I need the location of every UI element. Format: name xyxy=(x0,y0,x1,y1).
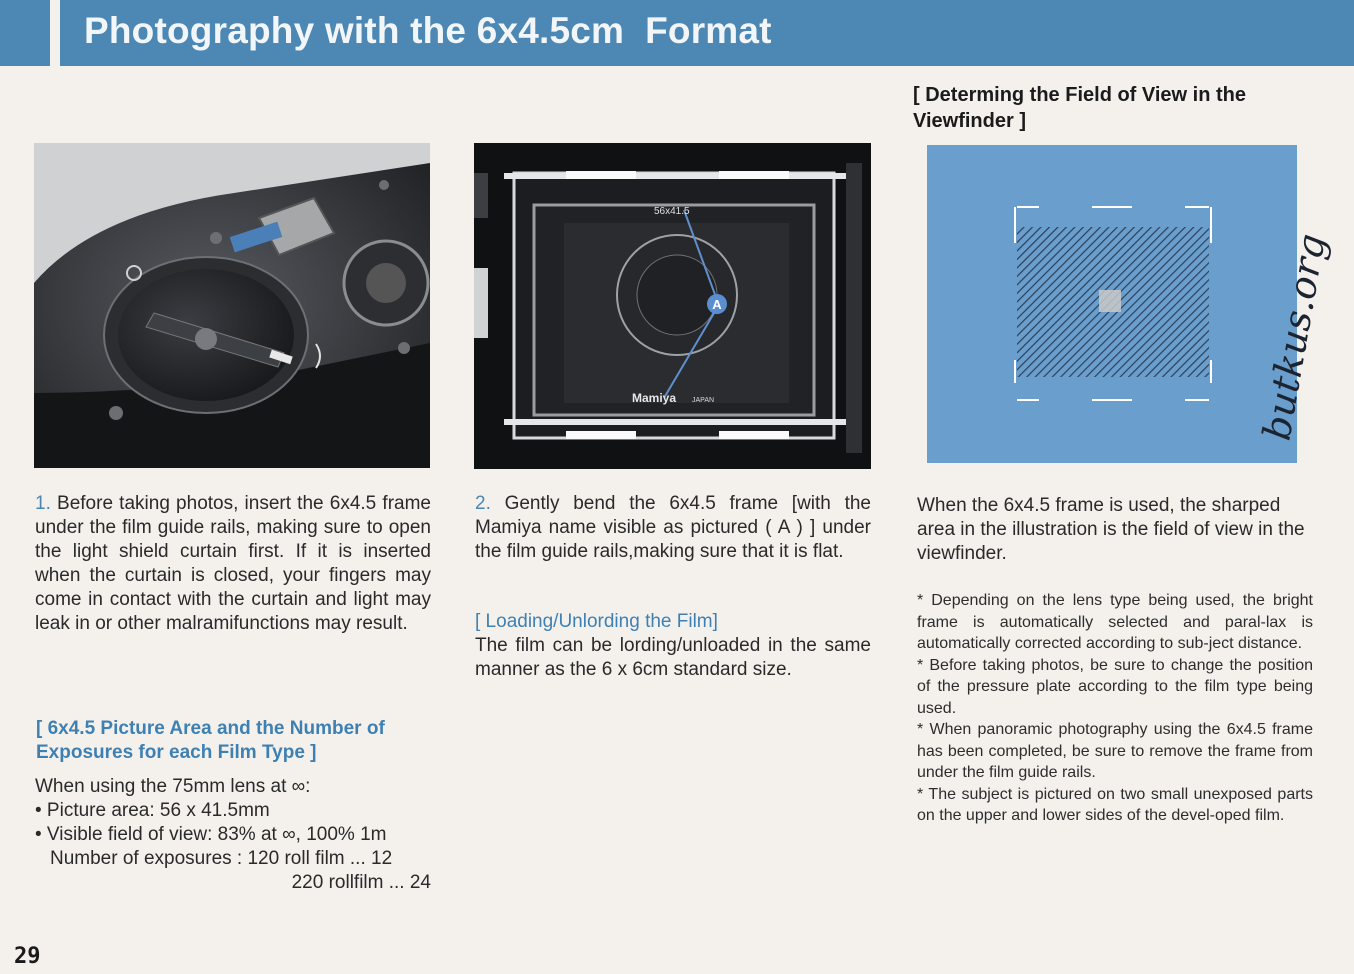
picture-area-subhead-line-2: Exposures for each Film Type ] xyxy=(36,742,317,763)
loading-film-text: The film can be lording/unloaded in the same manner as the 6 x 6cm standard size. xyxy=(475,635,871,680)
note-item: * The subject is pictured on two small unexposed parts on the upper and lower sides of the devel-oped film. xyxy=(917,785,1313,824)
spec-picture-area: • Picture area: 56 x 41.5mm xyxy=(35,800,270,821)
viewfinder-notes xyxy=(917,590,1313,827)
step-1-number: 1. xyxy=(35,493,51,514)
spec-exposures-120: Number of exposures : 120 roll film ... 12 xyxy=(50,848,393,869)
loading-film-subhead: [ Loading/Unlording the Film] xyxy=(475,611,718,632)
viewfinder-diagram xyxy=(927,145,1297,463)
page-title: Photography with the 6x4.5cm Format xyxy=(84,10,772,51)
field-of-view-heading-line-2: Viewfinder ] xyxy=(913,110,1026,132)
step-2-number: 2. xyxy=(475,493,491,514)
note-item: * When panoramic photography using the 6x4.5 frame has been completed, be sure to remove the frame from under the film guide rails. xyxy=(917,721,1313,781)
figure-origin-label: JAPAN xyxy=(692,397,715,404)
picture-area-subhead-line-1: [ 6x4.5 Picture Area and the Number of xyxy=(36,718,385,739)
film-frame-photo xyxy=(474,143,871,469)
spec-exposures-220: 220 rollfilm ... 24 xyxy=(291,872,431,893)
note-item: * Depending on the lens type being used, the bright frame is automatically selected and paral-lax is automatically corrected according to sub-ject distance. xyxy=(917,592,1313,652)
page-header xyxy=(0,0,1354,66)
handwritten-watermark: butkus.org xyxy=(1254,230,1335,444)
viewfinder-intro: When the 6x4.5 frame is used, the sharped area in the illustration is the field of view in the viewfinder. xyxy=(917,495,1305,564)
camera-back-photo xyxy=(34,143,430,468)
step-1-paragraph xyxy=(35,492,431,636)
field-of-view-heading-line-1: [ Determing the Field of View in the xyxy=(913,84,1246,106)
step-1-text: Before taking photos, insert the 6x4.5 frame under the film guide rails, making sure to open the light shield curtain first. If it is inserted when the curtain is closed, your fingers may come in contact with the curtain and light may leak in or other malramifunctions may result. xyxy=(35,493,431,634)
header-divider xyxy=(50,0,60,66)
spec-list xyxy=(35,775,431,895)
figure-brand-label: Mamiya xyxy=(632,391,677,405)
figure-size-label: 56x41.5 xyxy=(654,206,690,217)
picture-area-subhead xyxy=(36,717,432,765)
note-item: * Before taking photos, be sure to change the position of the pressure plate according to the film type being used. xyxy=(917,656,1313,717)
field-of-view-heading xyxy=(913,82,1309,134)
step-2-paragraph xyxy=(475,492,871,564)
figure-callout-a: A xyxy=(712,297,722,312)
step-2-text: Gently bend the 6x4.5 frame [with the Mamiya name visible as pictured ( A ) ] under the film guide rails,making sure that it is flat. xyxy=(475,493,871,562)
spec-visible-field: • Visible field of view: 83% at ∞, 100% 1m xyxy=(35,824,387,845)
spec-intro: When using the 75mm lens at ∞: xyxy=(35,776,311,797)
page-number: 29 xyxy=(14,944,41,969)
